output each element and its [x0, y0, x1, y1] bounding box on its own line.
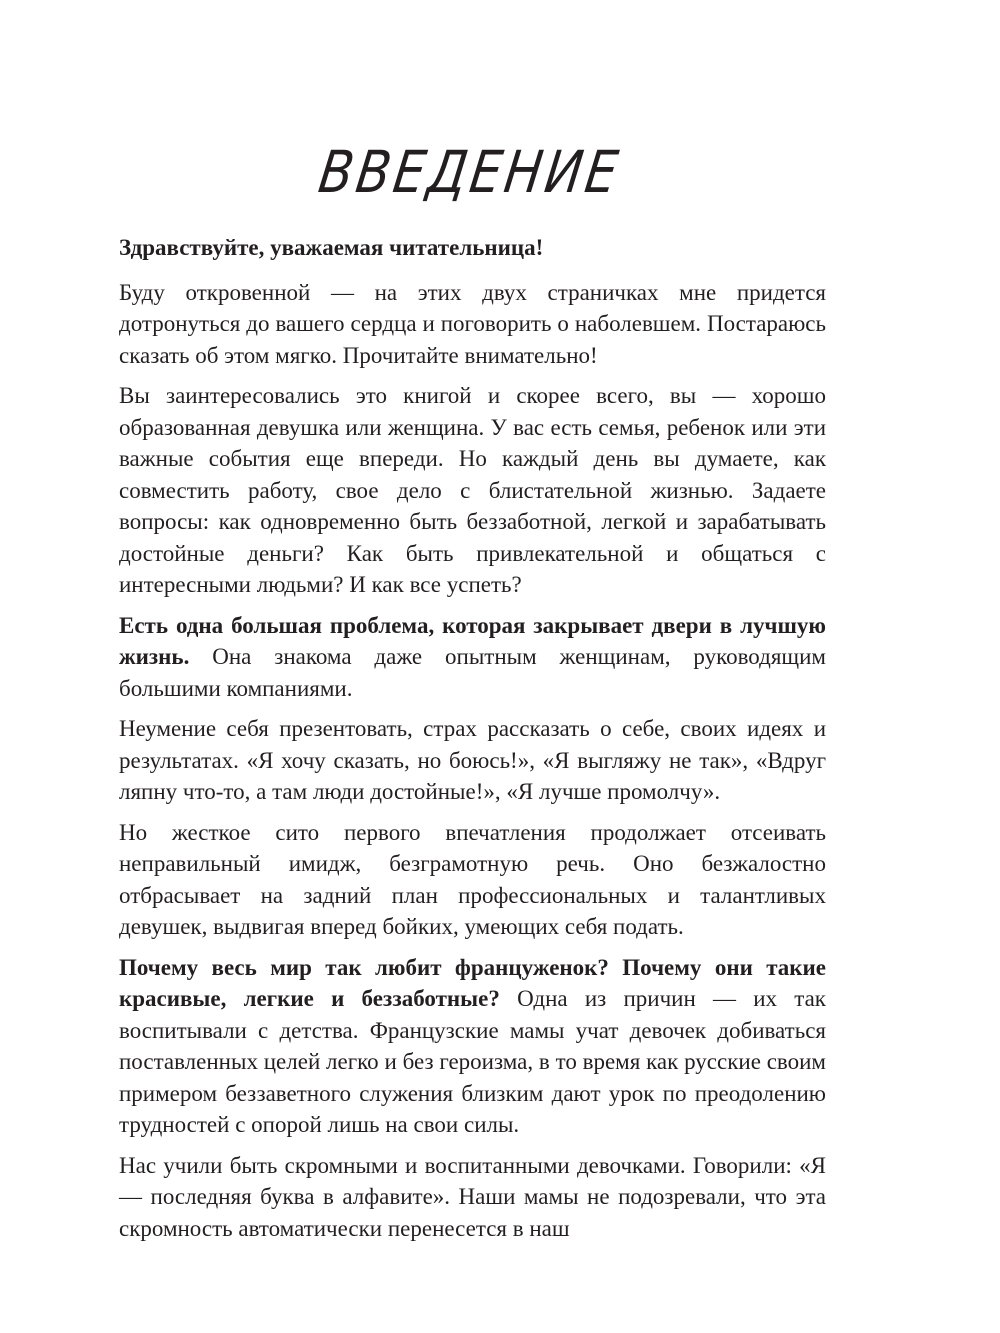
- paragraph-6: [119, 952, 826, 1141]
- paragraph-3-rest: Она знакома даже опытным женщинам, руководящим большими компаниями.: [119, 644, 826, 701]
- paragraph-6-rest: Одна из причин — их так воспитывали с детства. Французские мамы учат девочек добиваться поставленных целей легко и без героизма, в то время как русские своим примером беззаветного служения близким дают урок по преодолению трудностей с опорой лишь на свои силы.: [119, 986, 826, 1137]
- greeting: Здравствуйте, уважаемая читательница!: [119, 235, 544, 260]
- paragraph-1: Буду откровенной — на этих двух страничках мне придется дотронуться до вашего сердца и поговорить о наболевшем. Постараюсь сказать об этом мягко. Прочитайте внимательно!: [119, 279, 826, 368]
- paragraph-4: Неумение себя презентовать, страх рассказать о себе, своих идеях и результатах. «Я хочу сказать, но боюсь!», «Я выгляжу не так», «Вдруг ляпну что-то, а там люди достойные!», «Я лучше промолчу».: [119, 716, 826, 804]
- paragraph-3: [119, 610, 826, 705]
- paragraph-2: Вы заинтересовались это книгой и скорее всего, вы — хорошо образованная девушка или женщина. У вас есть семья, ребенок или эти важные события еще впереди. Но каждый день вы думаете, как совместить работу, свое дело с блистательной жизнью. Задаете вопросы: как одновременно быть беззаботной, легкой и зарабатывать достойные деньги? Как быть привлекательной и общаться с интересными людьми? И как все успеть?: [119, 383, 826, 597]
- chapter-body: [119, 232, 826, 1253]
- paragraph-3-bold: Есть одна большая проблема, которая закрывает двери в лучшую жизнь.: [119, 612, 826, 669]
- paragraph-7: Нас учили быть скромными и воспитанными девочками. Говорили: «Я — последняя буква в алфавите». Наши мамы не подозревали, что эта скромность автоматически перенесется в наш: [119, 1152, 826, 1241]
- paragraph-5: Но жесткое сито первого впечатления продолжает отсеивать неправильный имидж, безграмотную речь. Оно безжалостно отбрасывает на задний план профессиональных и талантливых девушек, выдвигая вперед бойких, умеющих себя подать.: [119, 819, 826, 939]
- paragraph-6-bold: Почему весь мир так любит француженок? Почему они такие красивые, легкие и беззаботные?: [119, 954, 826, 1011]
- chapter-title: ВВЕДЕНИЕ: [314, 138, 626, 206]
